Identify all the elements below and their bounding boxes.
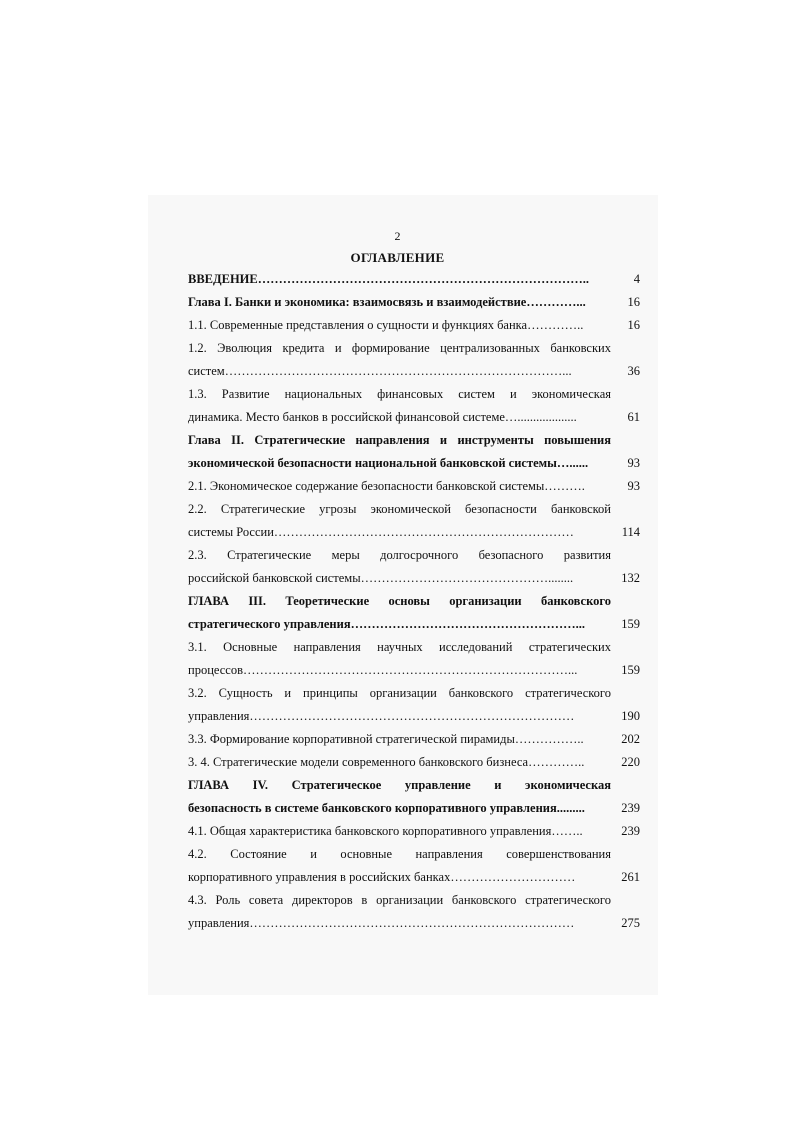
table-of-contents xyxy=(188,271,640,938)
toc-entry-page: 159 xyxy=(621,617,640,631)
toc-line xyxy=(188,294,640,317)
toc-line xyxy=(188,455,640,478)
toc-line xyxy=(188,593,640,616)
toc-entry-text: российской банковской системы………………………………………........ xyxy=(188,571,574,585)
toc-line xyxy=(188,846,640,869)
toc-entry-page: 202 xyxy=(621,732,640,746)
toc-entry-text: ВВЕДЕНИЕ…………………………………………………………………….. xyxy=(188,272,589,286)
toc-line xyxy=(188,501,640,524)
toc-entry-text: Глава I. Банки и экономика: взаимосвязь и взаимодействие…………... xyxy=(188,295,586,309)
toc-entry-text: процессов……………………………………………………………………... xyxy=(188,663,578,677)
toc-entry-text: 4.2. Состояние и основные направления совершенствования xyxy=(188,847,611,861)
toc-line xyxy=(188,317,640,340)
toc-line xyxy=(188,731,640,754)
toc-entry-page: 61 xyxy=(627,410,640,424)
toc-entry-text: динамика. Место банков в российской финансовой системе…................... xyxy=(188,410,577,424)
toc-entry-text: 4.1. Общая характеристика банковского корпоративного управления…….. xyxy=(188,824,583,838)
toc-entry-text: 2.2. Стратегические угрозы экономической безопасности банковской xyxy=(188,502,611,516)
toc-line xyxy=(188,639,640,662)
page-number: 2 xyxy=(394,229,401,243)
toc-entry-text: 3.1. Основные направления научных исследований стратегических xyxy=(188,640,611,654)
toc-entry-page: 190 xyxy=(621,709,640,723)
toc-entry-text: 1.3. Развитие национальных финансовых систем и экономическая xyxy=(188,387,611,401)
toc-entry-text: экономической безопасности национальной банковской системы…...... xyxy=(188,456,589,470)
toc-line xyxy=(188,892,640,915)
toc-entry-page: 4 xyxy=(633,272,640,286)
toc-entry-text: 3. 4. Стратегические модели современного банковского бизнеса………….. xyxy=(188,755,585,769)
toc-line xyxy=(188,616,640,639)
toc-line xyxy=(188,777,640,800)
toc-entry-text: 3.2. Сущность и принципы организации банковского стратегического xyxy=(188,686,611,700)
toc-entry-page: 93 xyxy=(627,456,640,470)
toc-line xyxy=(188,570,640,593)
toc-entry-text: 4.3. Роль совета директоров в организации банковского стратегического xyxy=(188,893,611,907)
toc-entry-text: безопасность в системе банковского корпоративного управления......... xyxy=(188,801,585,815)
toc-entry-page: 220 xyxy=(621,755,640,769)
toc-line xyxy=(188,915,640,938)
toc-entry-page: 239 xyxy=(621,801,640,815)
toc-line xyxy=(188,754,640,777)
toc-line xyxy=(188,340,640,363)
toc-line xyxy=(188,478,640,501)
toc-entry-text: систем………………………………………………………………………... xyxy=(188,364,572,378)
toc-line xyxy=(188,869,640,892)
toc-entry-text: 3.3. Формирование корпоративной стратегической пирамиды…………….. xyxy=(188,732,584,746)
toc-line xyxy=(188,685,640,708)
toc-entry-text: системы России……………………………………………………………… xyxy=(188,525,574,539)
toc-entry-text: 2.1. Экономическое содержание безопасности банковской системы………. xyxy=(188,479,585,493)
toc-line xyxy=(188,432,640,455)
toc-entry-page: 239 xyxy=(621,824,640,838)
toc-entry-text: ГЛАВА III. Теоретические основы организации банковского xyxy=(188,594,611,608)
toc-line xyxy=(188,800,640,823)
toc-entry-text: управления…………………………………………………………………… xyxy=(188,709,575,723)
toc-line xyxy=(188,409,640,432)
toc-entry-text: 1.1. Современные представления о сущности и функциях банка………….. xyxy=(188,318,584,332)
toc-entry-text: ГЛАВА IV. Стратегическое управление и экономическая xyxy=(188,778,611,792)
toc-line xyxy=(188,271,640,294)
toc-title: ОГЛАВЛЕНИЕ xyxy=(350,250,445,265)
toc-entry-text: 2.3. Стратегические меры долгосрочного безопасного развития xyxy=(188,548,611,562)
toc-entry-page: 16 xyxy=(627,295,640,309)
toc-entry-page: 93 xyxy=(627,479,640,493)
toc-line xyxy=(188,823,640,846)
toc-line xyxy=(188,547,640,570)
toc-entry-page: 132 xyxy=(621,571,640,585)
toc-entry-page: 261 xyxy=(621,870,640,884)
toc-entry-page: 36 xyxy=(627,364,640,378)
toc-line xyxy=(188,524,640,547)
toc-line xyxy=(188,363,640,386)
toc-entry-text: Глава II. Стратегические направления и инструменты повышения xyxy=(188,433,611,447)
toc-entry-text: 1.2. Эволюция кредита и формирование централизованных банковских xyxy=(188,341,611,355)
toc-entry-page: 275 xyxy=(621,916,640,930)
toc-line xyxy=(188,386,640,409)
toc-entry-page: 159 xyxy=(621,663,640,677)
toc-entry-page: 114 xyxy=(621,525,640,539)
toc-entry-page: 16 xyxy=(627,318,640,332)
toc-entry-text: управления…………………………………………………………………… xyxy=(188,916,575,930)
toc-line xyxy=(188,662,640,685)
toc-entry-text: стратегического управления………………………………………………... xyxy=(188,617,585,631)
toc-line xyxy=(188,708,640,731)
toc-entry-text: корпоративного управления в российских банках………………………… xyxy=(188,870,576,884)
